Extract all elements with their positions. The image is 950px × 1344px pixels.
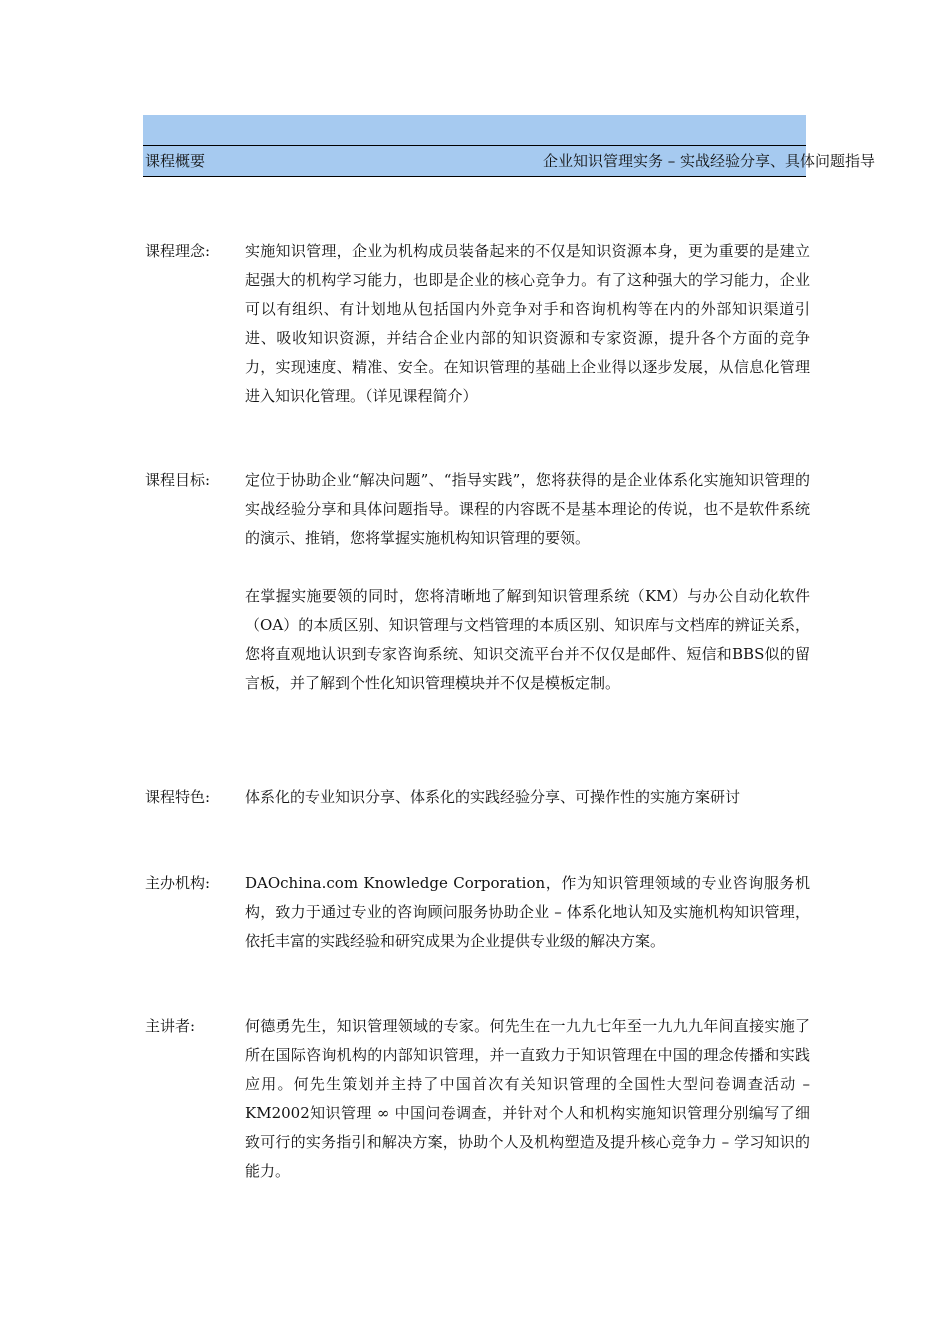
- section-label: 课程理念:: [145, 242, 211, 260]
- header-rule-bottom: [143, 176, 806, 177]
- paragraph: 体系化的专业知识分享、体系化的实践经验分享、可操作性的实施方案研讨: [245, 788, 741, 806]
- paragraph: 实施知识管理，企业为机构成员装备起来的不仅是知识资源本身，更为重要的是建立起强大的机构学习能力，也即是企业的核心竞争力。有了这种强大的学习能力，企业可以有组织、有计划地从包括国内外竞争对手和咨询机构等在内的外部知识渠道引进、吸收知识资源，并结合企业内部的知识资源和专家资源，提升各个方面的竞争力，实现速度、精准、安全。在知识管理的基础上企业得以逐步发展，从信息化管理进入知识化管理。（详见课程简介）: [245, 242, 810, 405]
- paragraph: DAOchina.com Knowledge Corporation，作为知识管理领域的专业咨询服务机构，致力于通过专业的咨询顾问服务协助企业 – 体系化地认知及实施机构知识管理，依托丰富的实践经验和研究成果为企业提供专业级的解决方案。: [245, 874, 810, 950]
- section-label: 课程特色:: [145, 788, 211, 806]
- header-right-title: 企业知识管理实务 – 实战经验分享、具体问题指导: [542, 152, 875, 170]
- section-label: 主讲者:: [145, 1017, 196, 1035]
- paragraph: 何德勇先生，知识管理领域的专家。何先生在一九九七年至一九九九年间直接实施了所在国际咨询机构的内部知识管理，并一直致力于知识管理在中国的理念传播和实践应用。何先生策划并主持了中国首次有关知识管理的全国性大型问卷调查活动 – KM2002知识管理 ∞ 中国问卷调查，并针对个人和机构实施知识管理分别编写了细致可行的实务指引和解决方案，协助个人及机构塑造及提升核心竞争力 – 学习知识的能力。: [245, 1017, 810, 1180]
- section-label: 主办机构:: [145, 874, 211, 892]
- header-band: [143, 115, 806, 146]
- section-body: [245, 783, 810, 812]
- header-left-title: 课程概要: [145, 152, 206, 170]
- section-body: [245, 237, 810, 411]
- paragraph: 定位于协助企业“解决问题”、“指导实践”，您将获得的是企业体系化实施知识管理的实战经验分享和具体问题指导。课程的内容既不是基本理论的传说，也不是软件系统的演示、推销，您将掌握实施机构知识管理的要领。: [245, 471, 810, 547]
- paragraph: 在掌握实施要领的同时，您将清晰地了解到知识管理系统（KM）与办公自动化软件（OA）的本质区别、知识管理与文档管理的本质区别、知识库与文档库的辨证关系，您将直观地认识到专家咨询系统、知识交流平台并不仅仅是邮件、短信和BBS似的留言板，并了解到个性化知识管理模块并不仅是模板定制。: [245, 587, 810, 692]
- section-body: [245, 869, 810, 956]
- section-label: 课程目标:: [145, 471, 211, 489]
- section-body: [245, 466, 810, 698]
- section-body: [245, 1012, 810, 1186]
